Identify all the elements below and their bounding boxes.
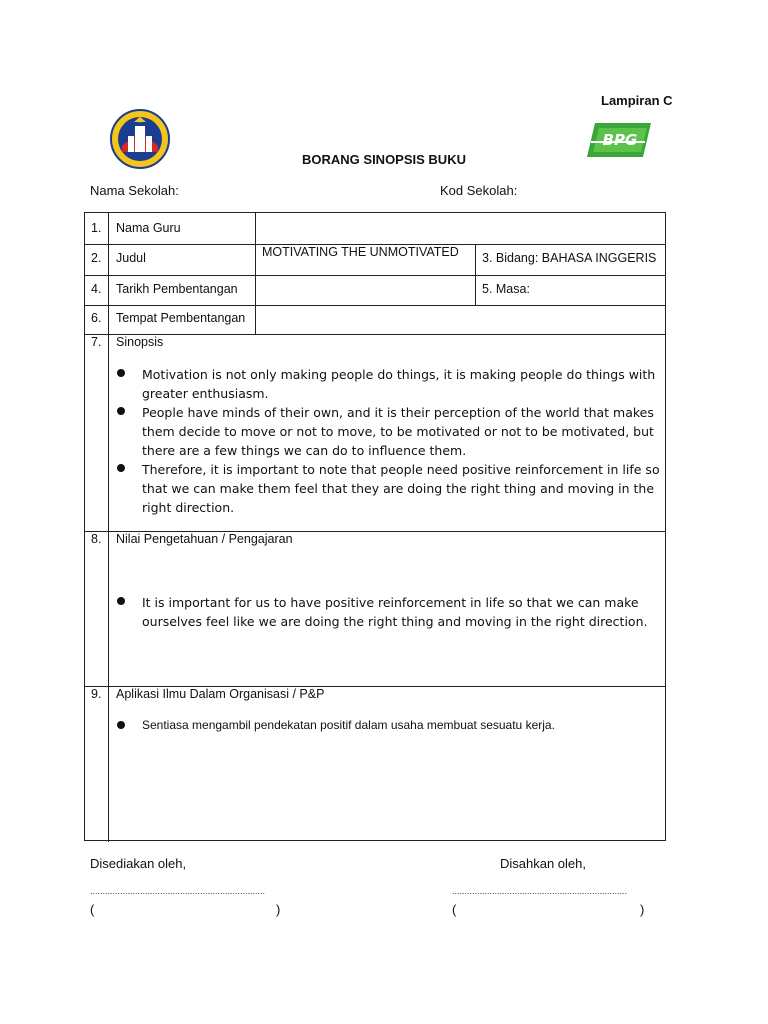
prepared-name-close-paren: ) [276,902,281,917]
bullet-icon [117,369,125,377]
presentation-date-field[interactable] [256,276,474,305]
approved-signature-line: ...................................................................... [452,886,628,896]
synopsis-form-table [84,212,666,841]
row-2-number: 2. [91,251,102,265]
bullet-icon [117,597,125,605]
title-label: Judul [116,251,146,265]
time-label: 5. Masa: [482,282,530,296]
bullet-icon [117,464,125,472]
row-7-number: 7. [91,335,102,349]
prepared-signature-line: ...................................................................... [90,886,266,896]
school-code-label: Kod Sekolah: [440,183,518,198]
application-bullet-1: Sentiasa mengambil pendekatan positif dalam usaha membuat sesuatu kerja. [142,718,555,732]
presentation-venue-field[interactable] [256,306,665,334]
synopsis-bullet-3: Therefore, it is important to note that people need positive reinforcement in life so that we can make them feel that they are doing the right thing and moving in the right direction. [142,462,660,515]
prepared-name-open-paren: ( [90,902,95,917]
lampiran-label: Lampiran C [601,93,673,108]
presentation-date-label: Tarikh Pembentangan [116,282,238,296]
field-bidang: 3. Bidang: BAHASA INGGERIS [482,251,657,265]
teacher-name-label: Nama Guru [116,221,181,235]
row-4-number: 4. [91,282,102,296]
presentation-venue-label: Tempat Pembentangan [116,311,246,325]
row-9-number: 9. [91,687,102,701]
values-bullet-1: It is important for us to have positive reinforcement in life so that we can make ourselves feel like we are doing the right thing and moving in the right direction. [142,595,648,629]
synopsis-bullet-2: People have minds of their own, and it is their perception of the world that makes them decide to move or not to move, to be motivated or not to be motivated, but there are a few things we can do to influence them. [142,405,654,458]
bullet-icon [117,721,125,729]
form-title: BORANG SINOPSIS BUKU [302,152,466,167]
prepared-by-label: Disediakan oleh, [90,856,187,871]
approved-name-open-paren: ( [452,902,457,917]
approved-name-close-paren: ) [640,902,645,917]
application-label: Aplikasi Ilmu Dalam Organisasi / P&P [116,687,325,701]
row-8-number: 8. [91,532,102,546]
synopsis-label: Sinopsis [116,335,164,349]
bpg-logo-text: BPG [602,131,638,149]
values-label: Nilai Pengetahuan / Pengajaran [116,532,293,546]
synopsis-bullet-1: Motivation is not only making people do things, it is making people do things with greater enthusiasm. [142,367,656,401]
book-title-value[interactable]: MOTIVATING THE UNMOTIVATED [262,245,459,259]
school-name-label: Nama Sekolah: [90,183,179,198]
row-6-number: 6. [91,311,102,325]
teacher-name-field[interactable] [256,213,665,244]
bullet-icon [117,407,125,415]
row-1-number: 1. [91,221,102,235]
approved-by-label: Disahkan oleh, [500,856,586,871]
